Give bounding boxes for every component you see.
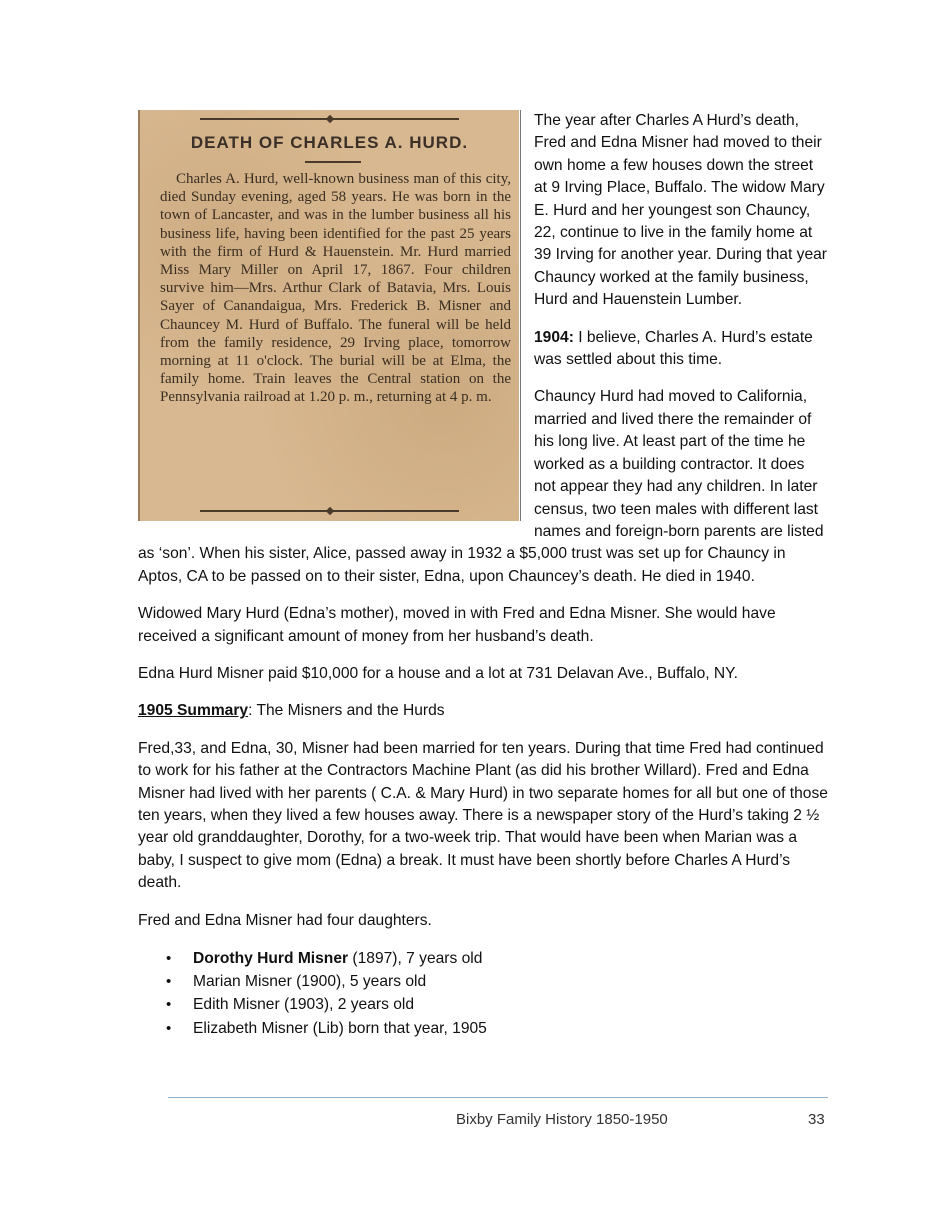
clipping-bottom-rule xyxy=(200,510,459,512)
paragraph-5: Edna Hurd Misner paid $10,000 for a house and a lot at 731 Delavan Ave., Buffalo, NY. xyxy=(138,664,738,682)
daughter-name: Dorothy Hurd Misner xyxy=(193,950,349,967)
list-item xyxy=(193,970,828,993)
list-item xyxy=(193,993,828,1016)
daughter-detail: Marian Misner (1900), 5 years old xyxy=(193,973,427,991)
paragraph-8: Fred and Edna Misner had four daughters. xyxy=(138,911,432,929)
footer-title: Bixby Family History 1850-1950 xyxy=(456,1111,668,1128)
clipping-top-rule xyxy=(200,118,459,120)
daughter-detail: (1897), 7 years old xyxy=(348,950,483,967)
list-item xyxy=(193,947,828,970)
newspaper-clipping-image xyxy=(138,110,519,521)
summary-heading xyxy=(138,700,828,722)
paragraph-3: Chauncy Hurd had moved to California, married and lived there the remainder of his long live. At least part of the time he worked as a building contractor. It does not appear they had any children. In later census, two teen males with different last names and foreign-born parents are listed as ‘son’. When his sister, Alice, passed away in 1932 a $5,000 trust was set up for Chauncy in Aptos, CA to be passed on to their sister, Edna, upon Chauncey’s death. He died in 1940. xyxy=(138,388,824,585)
page-number: 33 xyxy=(808,1111,825,1128)
paragraph-7: Fred,33, and Edna, 30, Misner had been married for ten years. During that time Fred had continued to work for his father at the Contractors Machine Plant (as did his brother Willard). Fred and Edna Misner had lived with her parents ( C.A. & Mary Hurd) in two separate homes for all but one of those ten years, when they lived a few houses away. There is a newspaper story of the Hurd’s taking 2 ½ year old granddaughter, Dorothy, for a two-week trip. That would have been when Marian was a baby, I suspect to give mom (Edna) a break. It must have been shortly before Charles A Hurd’s death. xyxy=(138,739,828,892)
clipping-title: DEATH OF CHARLES A. HURD. xyxy=(190,133,469,152)
footer-divider xyxy=(168,1097,828,1098)
paragraph-1: The year after Charles A Hurd’s death, Fred and Edna Misner had moved to their own home a few houses down the street at 9 Irving Place, Buffalo. The widow Mary E. Hurd and her youngest son Chauncy, 22, continue to live in the family home at 39 Irving for another year. During that year Chauncy worked at the family business, Hurd and Hauenstein Lumber. xyxy=(534,112,827,309)
column-rule xyxy=(520,110,521,521)
daughters-list xyxy=(138,947,828,1040)
clipping-text: Charles A. Hurd, well-known business man of this city, died Sunday evening, aged 58 years. He was born in the town of Lancaster, and was in the lumber business all his business life, having been identified for the past 25 years with the firm of Hurd & Hauenstein. Mr. Hurd married Miss Mary Miller on April 17, 1867. Four children survive him—Mrs. Arthur Clark of Batavia, Mrs. Louis Sayer of Canandaigua, Mrs. Frederick B. Misner and Chauncey M. Hurd of Buffalo. The funeral will be held from the family residence, 29 Irving place, tomorrow morning at 11 o'clock. The burial will be at Elma, the family home. Train leaves the Central station on the Pennsylvania railroad at 1.20 p. m., returning at 4 p. m. xyxy=(160,171,511,406)
year-label-1904: 1904: xyxy=(534,328,574,346)
paragraph-2-text: I believe, Charles A. Hurd’s estate was settled about this time. xyxy=(534,328,813,369)
list-item xyxy=(193,1017,828,1040)
summary-label: 1905 Summary xyxy=(138,702,249,720)
document-body xyxy=(138,110,828,1040)
paragraph-4: Widowed Mary Hurd (Edna’s mother), moved in with Fred and Edna Misner. She would have received a significant amount of money from her husband’s death. xyxy=(138,605,776,645)
summary-heading-text: : The Misners and the Hurds xyxy=(248,702,445,720)
clipping-title-rule xyxy=(305,161,361,163)
daughter-detail: Edith Misner (1903), 2 years old xyxy=(193,996,415,1014)
daughter-detail: Elizabeth Misner (Lib) born that year, 1905 xyxy=(193,1019,487,1037)
